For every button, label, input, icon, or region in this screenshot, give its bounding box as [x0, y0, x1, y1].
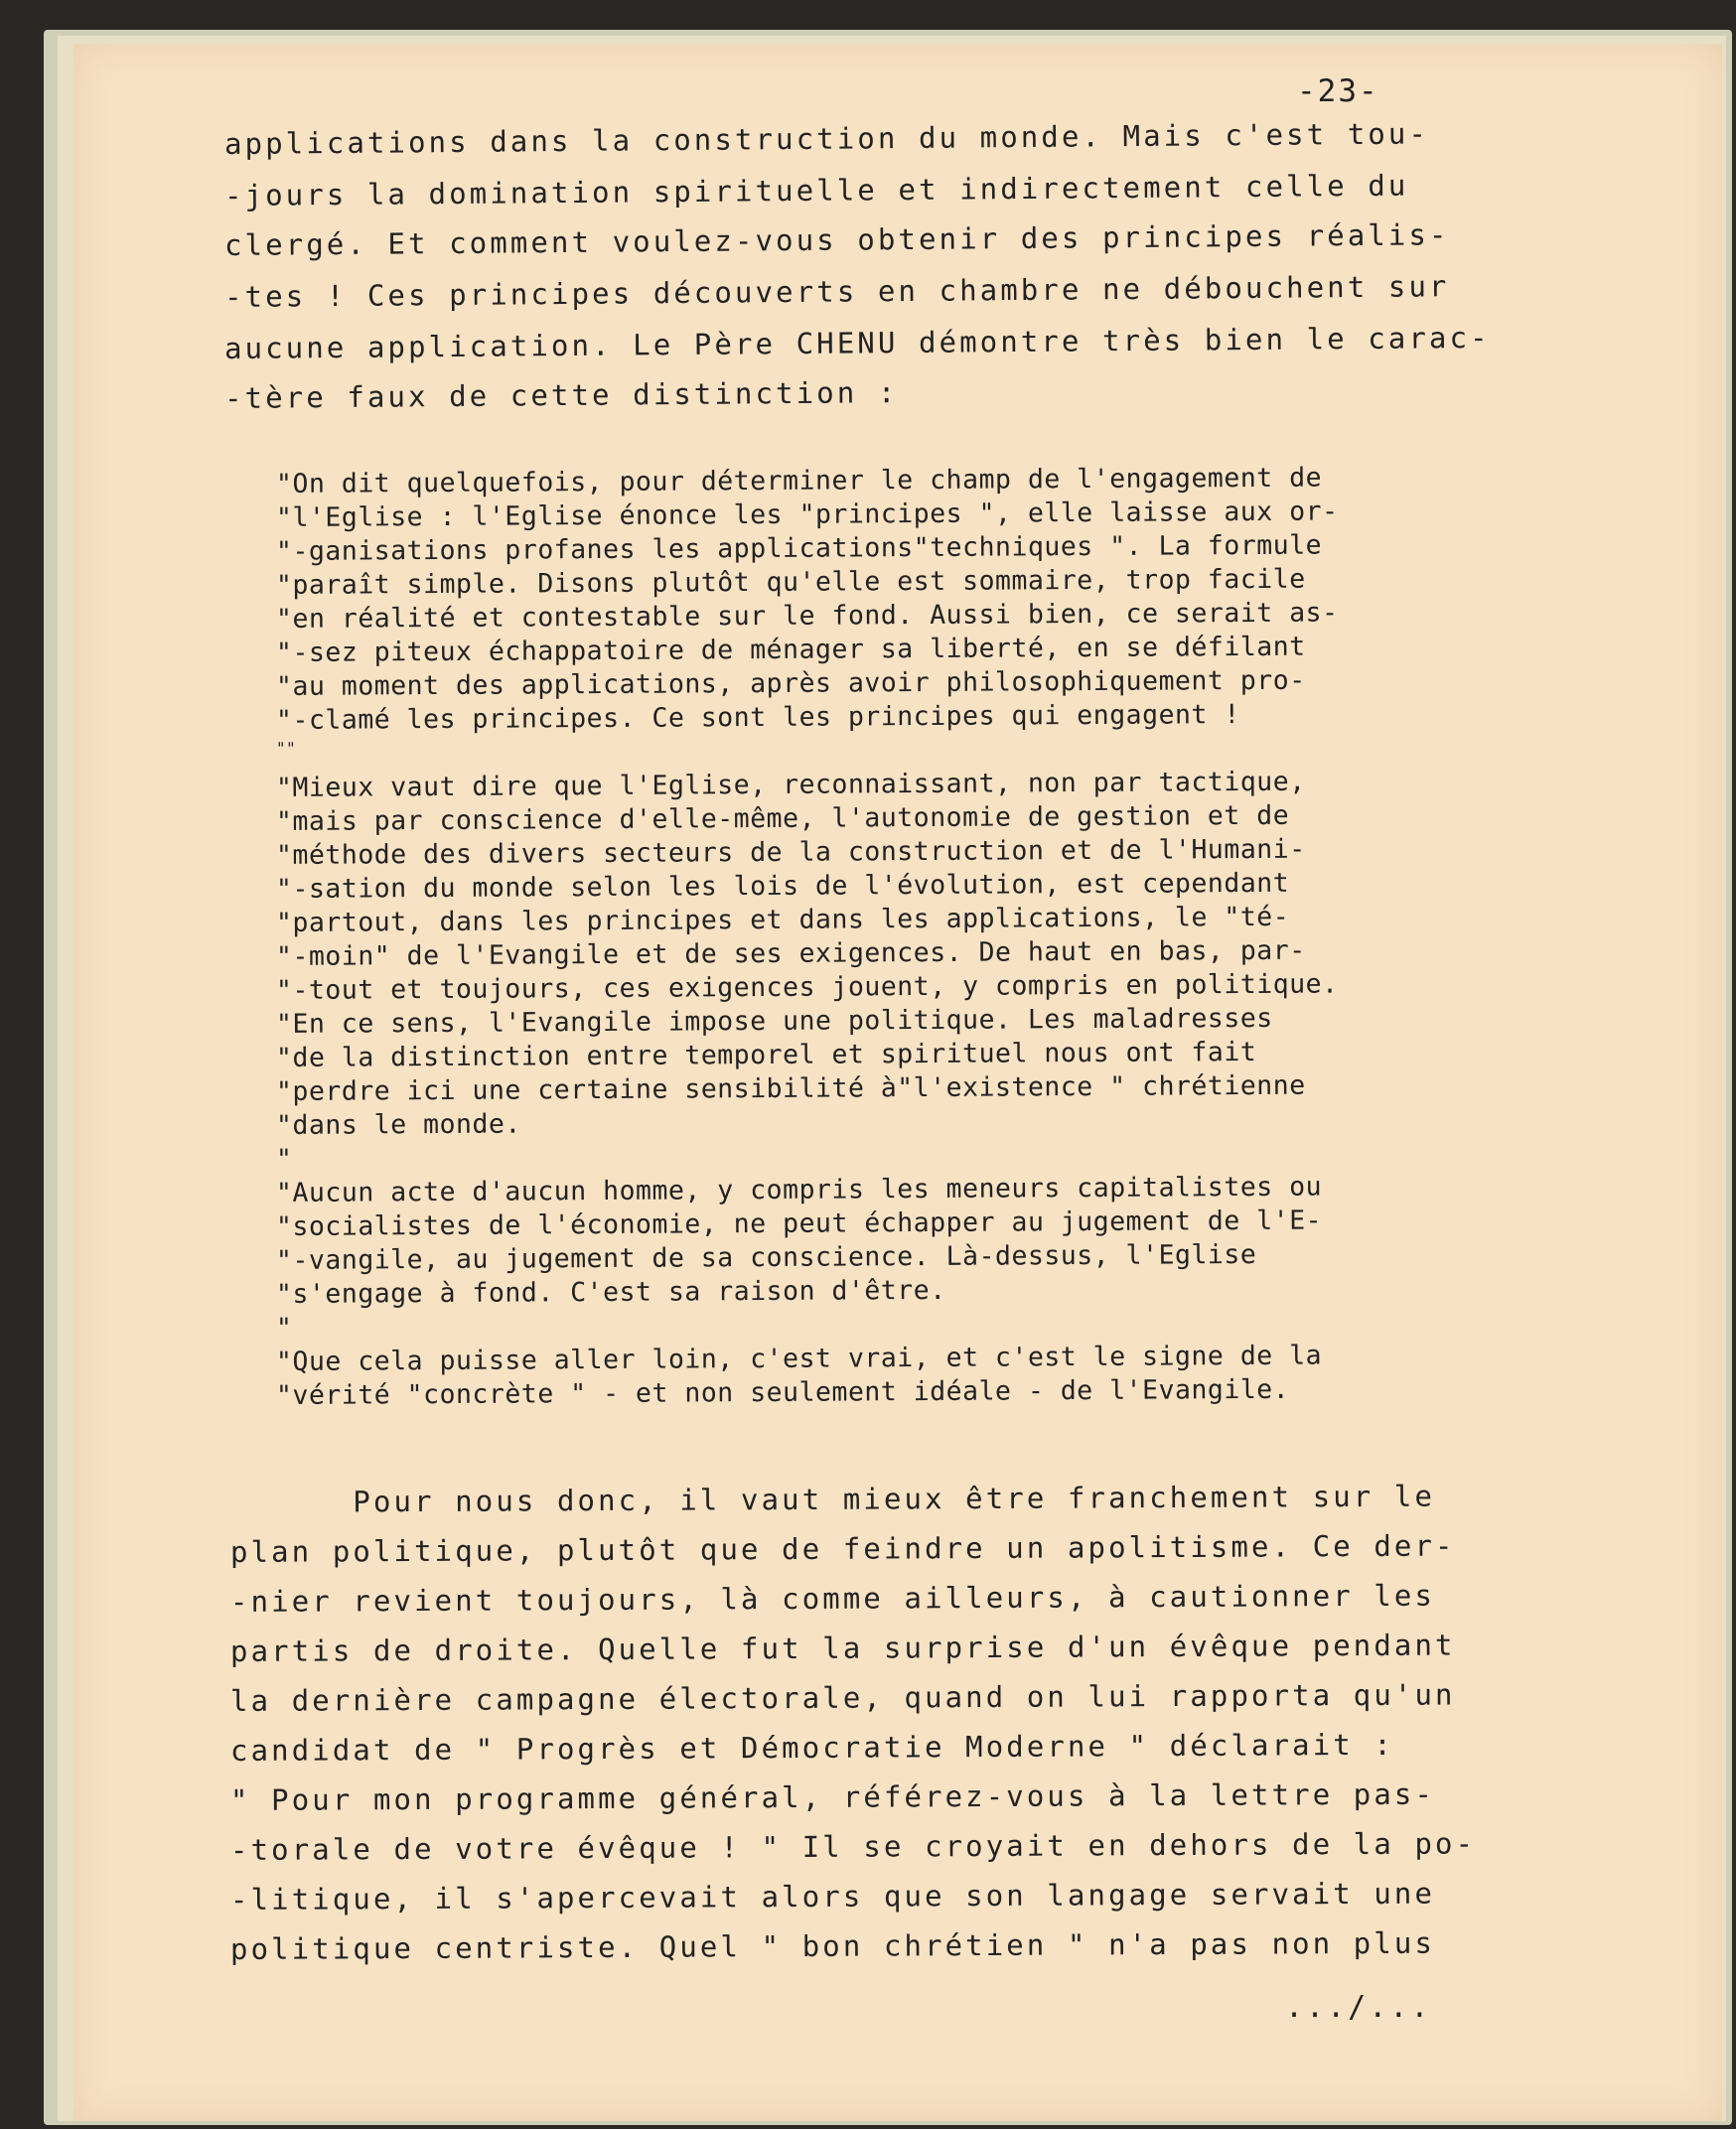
quote-line: "-sation du monde selon les lois de l'évolution, est cependant	[275, 867, 1290, 905]
text-line: plan politique, plutôt que de feindre un apolitisme. Ce der-	[229, 1528, 1456, 1569]
quote-line: "On dit quelquefois, pour déterminer le champ de l'engagement de	[275, 462, 1323, 499]
text-line: -tes ! Ces principes découverts en chambre ne débouchent sur	[223, 269, 1450, 314]
quote-line: "-clamé les principes. Ce sont les principes qui engagent !	[275, 699, 1240, 736]
text-line: politique centriste. Quel " bon chrétien " n'a pas non plus	[229, 1925, 1436, 1966]
quote-line: "partout, dans les principes et dans les applications, le "té-	[275, 901, 1290, 938]
quote-line: "en réalité et contestable sur le fond. Aussi bien, ce serait as-	[275, 597, 1339, 635]
typewritten-page	[73, 44, 1722, 2121]
quote-line: "paraît simple. Disons plutôt qu'elle est sommaire, trop facile	[275, 563, 1306, 601]
quote-line: "méthode des divers secteurs de la construction et de l'Humani-	[275, 833, 1306, 871]
page-number: -23-	[1297, 73, 1379, 109]
text-line: -nier revient toujours, là comme ailleurs, à cautionner les	[229, 1578, 1436, 1619]
text-line: partis de droite. Quelle fut la surprise d'un évêque pendant	[229, 1628, 1456, 1668]
continuation-mark: .../...	[1285, 1990, 1432, 2025]
quote-line: "	[275, 1312, 293, 1344]
quote-line: "-tout et toujours, ces exigences jouent, y compris en politique.	[275, 968, 1339, 1006]
text-line: clergé. Et comment voulez-vous obtenir des principes réalis-	[223, 217, 1450, 262]
quote-line: "-sez piteux échappatoire de ménager sa liberté, en se défilant	[275, 631, 1306, 668]
quote-line: "-ganisations profanes les applications"techniques ". La formule	[275, 529, 1323, 567]
quote-line: "au moment des applications, après avoir philosophiquement pro-	[275, 664, 1306, 702]
text-line: aucune application. Le Père CHENU démontre très bien le carac-	[223, 320, 1491, 365]
text-line: -tère faux de cette distinction :	[223, 375, 899, 415]
quote-line: "perdre ici une certaine sensibilité à"l'existence " chrétienne	[275, 1069, 1306, 1107]
text-line: " Pour mon programme général, référez-vous à la lettre pas-	[229, 1776, 1436, 1817]
quote-line: "mais par conscience d'elle-même, l'autonomie de gestion et de	[275, 799, 1290, 837]
quote-line: "-vangile, au jugement de sa conscience. Là-dessus, l'Eglise	[275, 1238, 1257, 1276]
quote-line: "de la distinction entre temporel et spirituel nous ont fait	[275, 1036, 1257, 1073]
text-line: -jours la domination spirituelle et indirectement celle du	[223, 168, 1409, 213]
quote-line: "vérité "concrète " - et non seulement idéale - de l'Evangile.	[275, 1373, 1290, 1411]
quote-line: "	[275, 1143, 293, 1175]
quote-line: "Que cela puisse aller loin, c'est vrai, et c'est le signe de la	[275, 1340, 1323, 1377]
quote-line: ""	[275, 738, 297, 758]
text-line: -torale de votre évêque ! " Il se croyait en dehors de la po-	[229, 1826, 1477, 1867]
quote-line: "s'engage à fond. C'est sa raison d'être.	[275, 1274, 946, 1310]
text-line: applications dans la construction du monde. Mais c'est tou-	[223, 116, 1430, 161]
quote-line: "-moin" de l'Evangile et de ses exigences. De haut en bas, par-	[275, 934, 1306, 972]
quote-line: "Mieux vaut dire que l'Eglise, reconnaissant, non par tactique,	[275, 766, 1306, 803]
quote-line: "Aucun acte d'aucun homme, y compris les meneurs capitalistes ou	[275, 1171, 1323, 1208]
quote-line: "En ce sens, l'Evangile impose une politique. Les maladresses	[275, 1002, 1273, 1040]
text-line: -litique, il s'apercevait alors que son langage servait une	[229, 1876, 1436, 1916]
quote-line: "l'Eglise : l'Eglise énonce les "principes ", elle laisse aux or-	[275, 496, 1339, 533]
text-line: Pour nous donc, il vaut mieux être franchement sur le	[229, 1479, 1436, 1519]
text-line: candidat de " Progrès et Démocratie Moderne " déclarait :	[229, 1727, 1394, 1768]
text-line: la dernière campagne électorale, quand on lui rapporta qu'un	[229, 1677, 1456, 1718]
quote-line: "dans le monde.	[275, 1108, 521, 1141]
quote-line: "socialistes de l'économie, ne peut échapper au jugement de l'E-	[275, 1205, 1323, 1242]
